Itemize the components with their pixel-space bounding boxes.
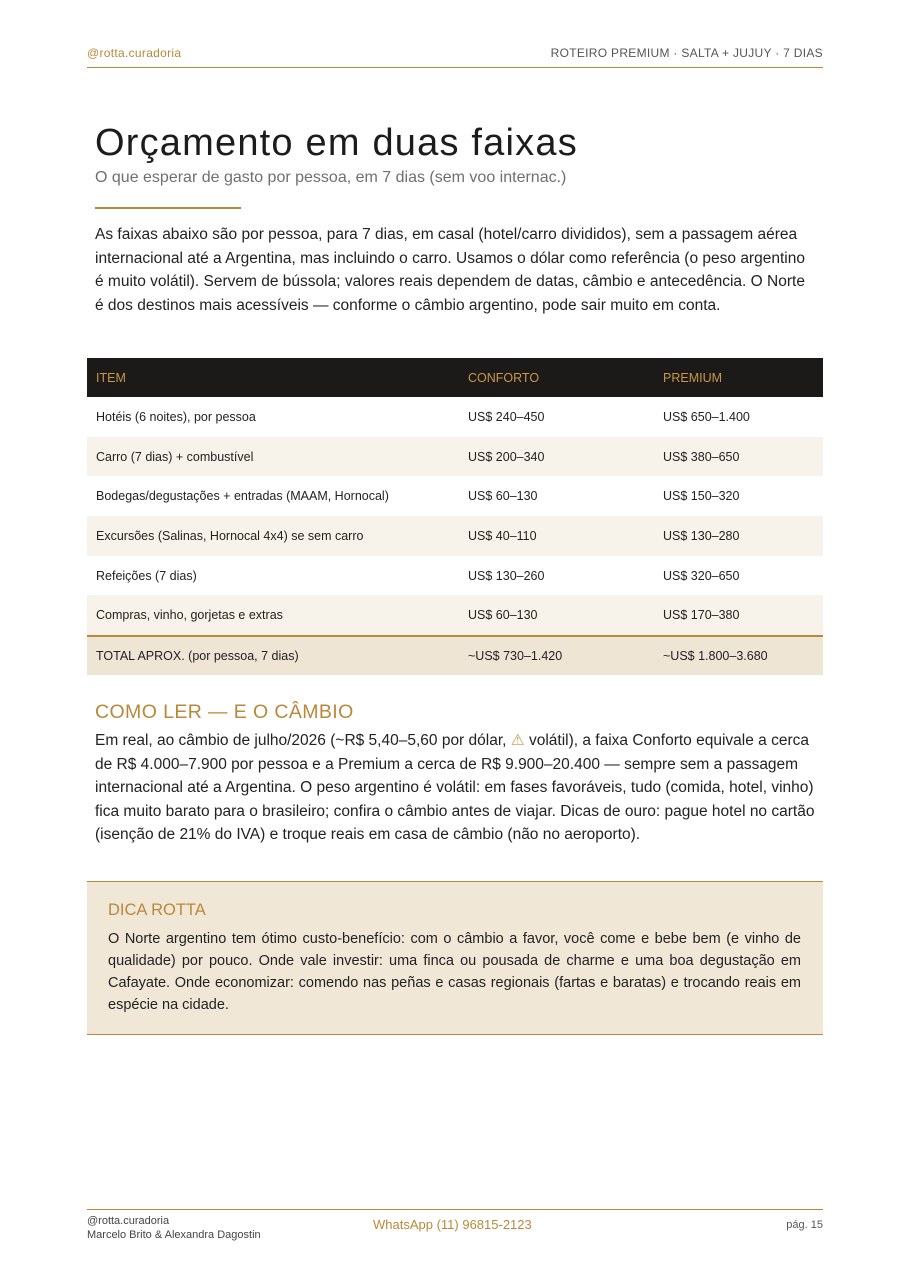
cambio-text-start: Em real, ao câmbio de julho/2026 (~R$ 5,40–5,60 por dólar, [95, 732, 511, 749]
cell-conforto: US$ 60–130 [459, 595, 654, 636]
warning-icon: ⚠ [510, 732, 525, 749]
column-header-premium: PREMIUM [654, 358, 823, 397]
cell-conforto: US$ 130–260 [468, 568, 545, 583]
table-total-row [87, 636, 823, 675]
cell-premium: US$ 320–650 [663, 568, 740, 583]
table-row [87, 476, 823, 516]
cell-conforto: US$ 240–450 [468, 409, 545, 424]
budget-table [87, 358, 823, 675]
page-header [87, 46, 823, 68]
footer-handle: @rotta.curadoria [87, 1215, 170, 1227]
cell-premium: US$ 170–380 [654, 595, 823, 636]
column-header-item: ITEM [87, 358, 459, 397]
footer-brand [87, 1214, 261, 1242]
intro-paragraph: As faixas abaixo são por pessoa, para 7 dias, em casal (hotel/carro divididos), sem a passagem aérea internacional até a Argentina, mas incluindo o carro. Usamos o dólar como referência (o peso argentino é muito volátil). Servem de bússola; valores reais dependem de datas, câmbio e antecedência. O Norte é dos destinos mais acessíveis — conforme o câmbio argentino, pode sair muito em conta. [95, 226, 805, 315]
cell-conforto: US$ 200–340 [459, 437, 654, 477]
table-header-row [87, 358, 823, 397]
cell-conforto: US$ 60–130 [468, 489, 538, 504]
cell-item: Hotéis (6 noites), por pessoa [96, 409, 256, 424]
header-handle: @rotta.curadoria [87, 46, 182, 60]
cell-item: Refeições (7 dias) [96, 568, 197, 583]
cell-item: Excursões (Salinas, Hornocal 4x4) se sem carro [87, 516, 459, 556]
page-footer [87, 1209, 823, 1244]
page-subtitle: O que esperar de gasto por pessoa, em 7 dias (sem voo internac.) [95, 169, 567, 186]
cell-item: Compras, vinho, gorjetas e extras [87, 595, 459, 636]
table-row [87, 397, 823, 437]
table-row [87, 437, 823, 477]
table-row [87, 556, 823, 596]
tip-heading: DICA ROTTA [108, 901, 206, 919]
page-title: Orçamento em duas faixas [95, 122, 578, 164]
header-series-title: ROTEIRO PREMIUM · SALTA + JUJUY · 7 DIAS [550, 46, 823, 60]
column-header-conforto: CONFORTO [459, 358, 654, 397]
cell-premium: US$ 650–1.400 [663, 409, 750, 424]
footer-authors: Marcelo Brito & Alexandra Dagostin [87, 1229, 261, 1241]
cell-item: Bodegas/degustações + entradas (MAAM, Hornocal) [96, 489, 389, 504]
total-conforto: ~US$ 730–1.420 [459, 636, 654, 675]
total-premium: ~US$ 1.800–3.680 [654, 636, 823, 675]
cell-premium: US$ 130–280 [654, 516, 823, 556]
tip-callout [87, 881, 823, 1035]
cell-premium: US$ 380–650 [654, 437, 823, 477]
cambio-text-end: volátil), a faixa Conforto equivale a cerca de R$ 4.000–7.900 por pessoa e a Premium a cerca de R$ 9.900–20.400 — sempre sem a passagem internacional até a Argentina. O peso argentino é volátil: em fases favoráveis, tudo (comida, hotel, vinho) fica muito barato para o brasileiro; confira o câmbio antes de viajar. Dicas de ouro: pague hotel no cartão (isenção de 21% do IVA) e troque reais em casa de câmbio (não no aeroporto). [95, 732, 815, 844]
cell-premium: US$ 150–320 [663, 489, 740, 504]
whatsapp-contact: WhatsApp (11) 96815-2123 [373, 1217, 532, 1232]
cell-item: Carro (7 dias) + combustível [87, 437, 459, 477]
title-divider [95, 207, 241, 209]
section-paragraph-cambio [95, 729, 817, 847]
page-number: pág. 15 [786, 1219, 823, 1231]
table-row [87, 516, 823, 556]
section-heading-como-ler: COMO LER — E O CÂMBIO [95, 701, 354, 723]
total-label: TOTAL APROX. (por pessoa, 7 dias) [87, 636, 459, 675]
table-row [87, 595, 823, 636]
tip-text: O Norte argentino tem ótimo custo-benefício: com o câmbio a favor, você come e bebe bem (e vinho de qualidade) por pouco. Onde vale investir: uma finca ou pousada de charme e uma boa degustação em Cafayate. Onde economizar: comendo nas peñas e casas regionais (fartas e baratas) e trocando reais em espécie na cidade. [108, 931, 801, 1013]
cell-conforto: US$ 40–110 [459, 516, 654, 556]
